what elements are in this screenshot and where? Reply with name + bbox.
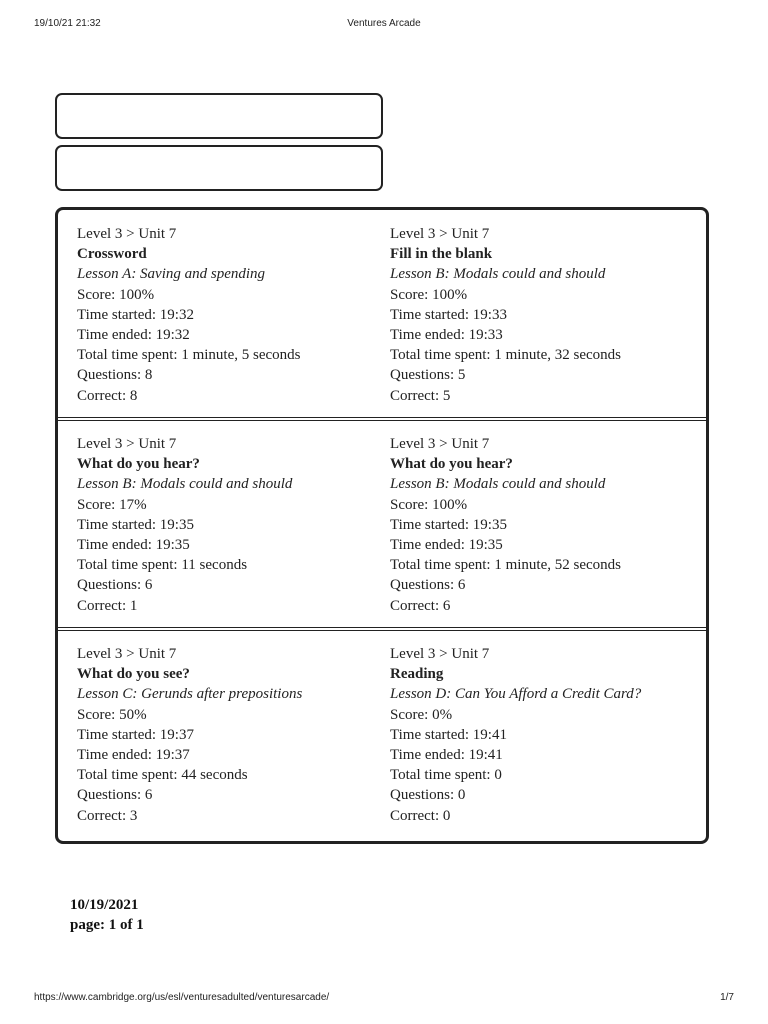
time-ended: Time ended: 19:35: [390, 537, 503, 554]
correct-count: Correct: 0: [390, 807, 451, 824]
time-started: Time started: 19:35: [77, 516, 194, 533]
time-started: Time started: 19:35: [390, 516, 507, 533]
level-unit-path: Level 3 > Unit 7: [390, 226, 490, 242]
level-unit-path: Level 3 > Unit 7: [77, 436, 177, 452]
level-unit-path: Level 3 > Unit 7: [390, 646, 490, 662]
questions-count: Questions: 6: [77, 577, 153, 594]
activity-title: Fill in the blank: [390, 246, 493, 263]
questions-count: Questions: 6: [390, 577, 466, 594]
lesson-name: Lesson D: Can You Afford a Credit Card?: [390, 686, 642, 703]
time-ended: Time ended: 19:41: [390, 747, 503, 764]
activity-title: What do you hear?: [77, 456, 200, 473]
result-card: [371, 210, 684, 416]
activity-title: What do you hear?: [390, 456, 513, 473]
level-unit-path: Level 3 > Unit 7: [77, 226, 177, 242]
print-datetime: 19/10/21 21:32: [34, 18, 101, 29]
time-ended: Time ended: 19:32: [77, 327, 190, 344]
report-page: page: 1 of 1: [70, 917, 144, 933]
activity-title: What do you see?: [77, 666, 190, 683]
total-time: Total time spent: 0: [390, 767, 502, 784]
report-date: 10/19/2021: [70, 897, 139, 913]
score-value: Score: 100%: [390, 496, 468, 513]
correct-count: Correct: 3: [77, 807, 138, 824]
total-time: Total time spent: 44 seconds: [77, 767, 248, 784]
total-time: Total time spent: 1 minute, 32 seconds: [390, 347, 621, 364]
lesson-name: Lesson B: Modals could and should: [390, 266, 606, 283]
activity-title: Crossword: [77, 246, 147, 263]
time-started: Time started: 19:33: [390, 306, 507, 323]
time-started: Time started: 19:32: [77, 306, 194, 323]
print-title: Ventures Arcade: [347, 18, 421, 29]
time-started: Time started: 19:41: [390, 726, 507, 743]
print-page-count: 1/7: [720, 992, 734, 1003]
time-ended: Time ended: 19:35: [77, 537, 190, 554]
result-card: [58, 210, 371, 416]
activity-title: Reading: [390, 666, 444, 683]
correct-count: Correct: 6: [390, 597, 451, 614]
score-value: Score: 17%: [77, 496, 147, 513]
score-value: Score: 50%: [77, 706, 147, 723]
lesson-name: Lesson B: Modals could and should: [390, 476, 606, 493]
lesson-name: Lesson C: Gerunds after prepositions: [77, 686, 303, 703]
time-ended: Time ended: 19:37: [77, 747, 190, 764]
print-header: [0, 18, 768, 32]
questions-count: Questions: 8: [77, 367, 153, 384]
result-card: [371, 420, 684, 626]
lesson-name: Lesson A: Saving and spending: [77, 266, 266, 283]
time-started: Time started: 19:37: [77, 726, 194, 743]
lesson-name: Lesson B: Modals could and should: [77, 476, 293, 493]
total-time: Total time spent: 1 minute, 5 seconds: [77, 347, 301, 364]
questions-count: Questions: 0: [390, 787, 466, 804]
correct-count: Correct: 5: [390, 387, 451, 404]
print-footer: [0, 992, 768, 1006]
score-value: Score: 0%: [390, 706, 453, 723]
score-value: Score: 100%: [77, 286, 155, 303]
result-card: [58, 630, 371, 836]
questions-count: Questions: 5: [390, 367, 466, 384]
empty-field-box: [55, 93, 383, 139]
time-ended: Time ended: 19:33: [390, 327, 503, 344]
report-footer: [70, 895, 144, 935]
total-time: Total time spent: 11 seconds: [77, 557, 248, 574]
empty-field-box: [55, 145, 383, 191]
results-row: [58, 630, 706, 836]
results-row: [58, 420, 706, 626]
level-unit-path: Level 3 > Unit 7: [390, 436, 490, 452]
correct-count: Correct: 8: [77, 387, 138, 404]
level-unit-path: Level 3 > Unit 7: [77, 646, 177, 662]
results-panel: [55, 207, 709, 844]
print-url: https://www.cambridge.org/us/esl/venturesadulted/venturesarcade/: [34, 992, 330, 1003]
result-card: [58, 420, 371, 626]
results-row: [58, 210, 706, 416]
result-card: [371, 630, 684, 836]
score-value: Score: 100%: [390, 286, 468, 303]
correct-count: Correct: 1: [77, 597, 138, 614]
total-time: Total time spent: 1 minute, 52 seconds: [390, 557, 621, 574]
questions-count: Questions: 6: [77, 787, 153, 804]
